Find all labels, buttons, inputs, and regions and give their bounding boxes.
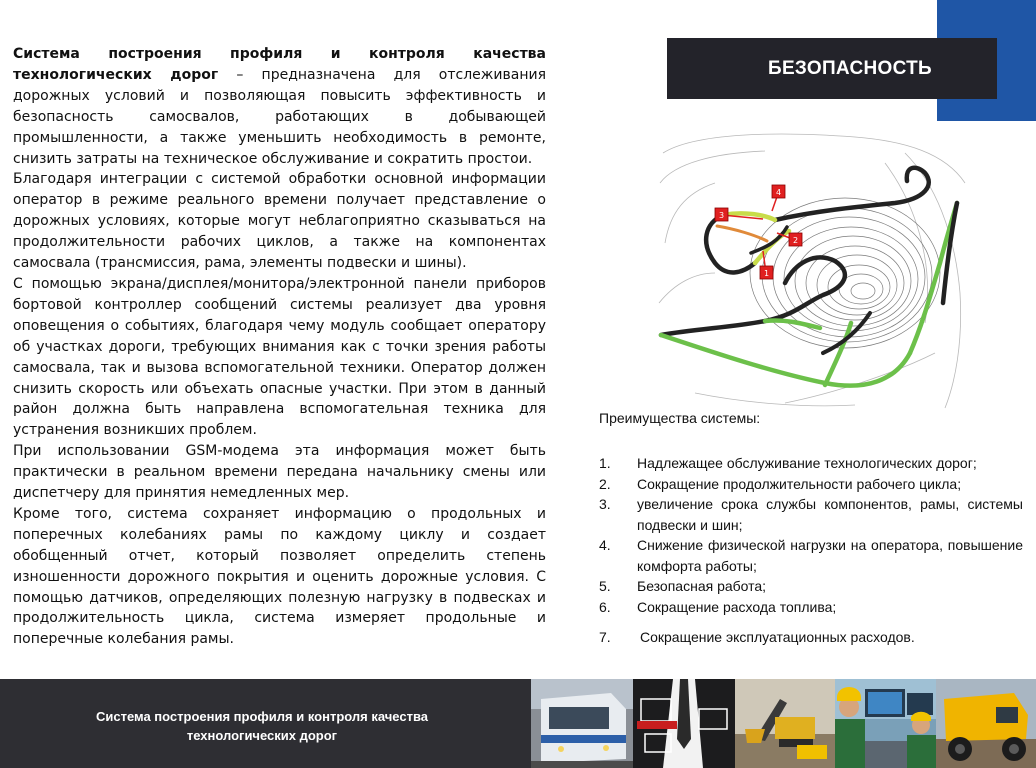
tram-photo xyxy=(531,679,633,768)
map-marker-label: 3 xyxy=(718,211,725,220)
section-title: БЕЗОПАСНОСТЬ xyxy=(768,57,932,79)
advantage-item xyxy=(599,576,1023,597)
advantage-text: Безопасная работа; xyxy=(637,578,767,594)
advantages-list xyxy=(599,453,1023,648)
map-background xyxy=(655,123,973,410)
map-marker-label: 2 xyxy=(792,236,799,245)
footer-title-line: технологических дорог xyxy=(186,728,338,743)
haul-road-map xyxy=(655,123,973,410)
advantage-number: 3. xyxy=(599,496,611,512)
map-marker xyxy=(760,266,773,279)
advantage-text: Сокращение продолжительности рабочего цикла; xyxy=(637,475,962,492)
advantage-text: Надлежащее обслуживание технологических дорог; xyxy=(637,455,977,471)
article-text xyxy=(13,44,546,650)
advantage-text: Снижение физической нагрузки на оператора, повышение комфорта работы; xyxy=(637,537,1023,574)
map-marker xyxy=(715,208,728,221)
footer-title-line: Система построения профиля и контроля качества xyxy=(95,709,429,724)
map-marker xyxy=(772,185,785,198)
footer-title xyxy=(0,707,524,745)
map-marker-label: 4 xyxy=(775,188,782,197)
footer-band xyxy=(0,679,1036,768)
haul-truck-photo xyxy=(936,679,1036,768)
advantage-number: 1. xyxy=(599,455,611,471)
advantage-item xyxy=(599,453,1023,474)
advantage-number: 7. xyxy=(599,629,611,645)
article-paragraph: При использовании GSM-модема эта информация может быть практически в реальном времени передана начальнику смены или диспетчеру для принятия немедленных мер. xyxy=(13,443,546,502)
advantage-text: Сокращение расхода топлива; xyxy=(637,598,837,615)
advantage-text: увеличение срока службы компонентов, рамы, системы подвески и шин; xyxy=(637,496,1023,533)
advantage-number: 2. xyxy=(599,475,611,492)
article-lead xyxy=(13,44,546,169)
advantage-item xyxy=(599,494,1023,535)
mining-excavator-photo xyxy=(735,679,835,768)
advantage-number: 4. xyxy=(599,537,611,553)
advantages-title: Преимущества системы: xyxy=(599,410,761,426)
footer-photo-strip xyxy=(531,679,1036,768)
control-room-photo xyxy=(835,679,936,768)
advantage-item xyxy=(599,597,1023,618)
article-lead-rest: – предназначена для отслеживания дорожных условий и позволяющая повысить эффективность и безопасность самосвалов, работающих в добывающей промышленности, а также уменьшить необходимость в ремонте, снизить затраты на техническое обслуживание и сократить простои. xyxy=(13,66,547,167)
article-lead-bold: Система построения профиля и контроля качества технологических дорог xyxy=(13,46,546,83)
article-paragraph: Кроме того, система сохраняет информацию о продольных и поперечных колебаниях рамы по каждому циклу и создает обобщенный отчет, который позволяет определить степень изношенности дорожного покрытия и оценить дорожные условия. С помощью датчиков, определяющих полезную нагрузку в подвесках и продолжительность цикла, система измеряет продольные и поперечные колебания рамы. xyxy=(13,505,546,648)
advantage-item xyxy=(599,474,1023,495)
advantage-item xyxy=(599,535,1023,576)
advantage-number: 5. xyxy=(599,578,611,594)
advantage-item xyxy=(599,627,1023,648)
map-marker xyxy=(789,233,802,246)
businessman-photo xyxy=(633,679,735,768)
map-marker-label: 1 xyxy=(763,269,770,278)
article-paragraph: С помощью экрана/дисплея/монитора/электронной панели приборов бортовой контроллер сообщений системы реализует два уровня оповещения о событиях, благодаря чему модуль сообщает оператору об участках дороги, требующих внимания как с точки зрения работы самосвала, так и вызова вспомогательной техники. Оператор должен снизить скорость или объехать опасные участки. При этом в данный район должна быть направлена вспомогательная техника для устранения возникших проблем. xyxy=(13,275,546,439)
section-header xyxy=(667,38,997,99)
advantage-number: 6. xyxy=(599,598,611,615)
article-paragraph: Благодаря интеграции с системой обработки основной информации оператор в режиме реального времени получает представление о дорожных условиях, которые могут неблагоприятно сказываться на продолжительности рабочих циклов, а также на компонентах самосвала (трансмиссия, рама, элементы подвески и шины). xyxy=(13,171,546,272)
advantage-text: Сокращение эксплуатационных расходов. xyxy=(640,629,915,645)
